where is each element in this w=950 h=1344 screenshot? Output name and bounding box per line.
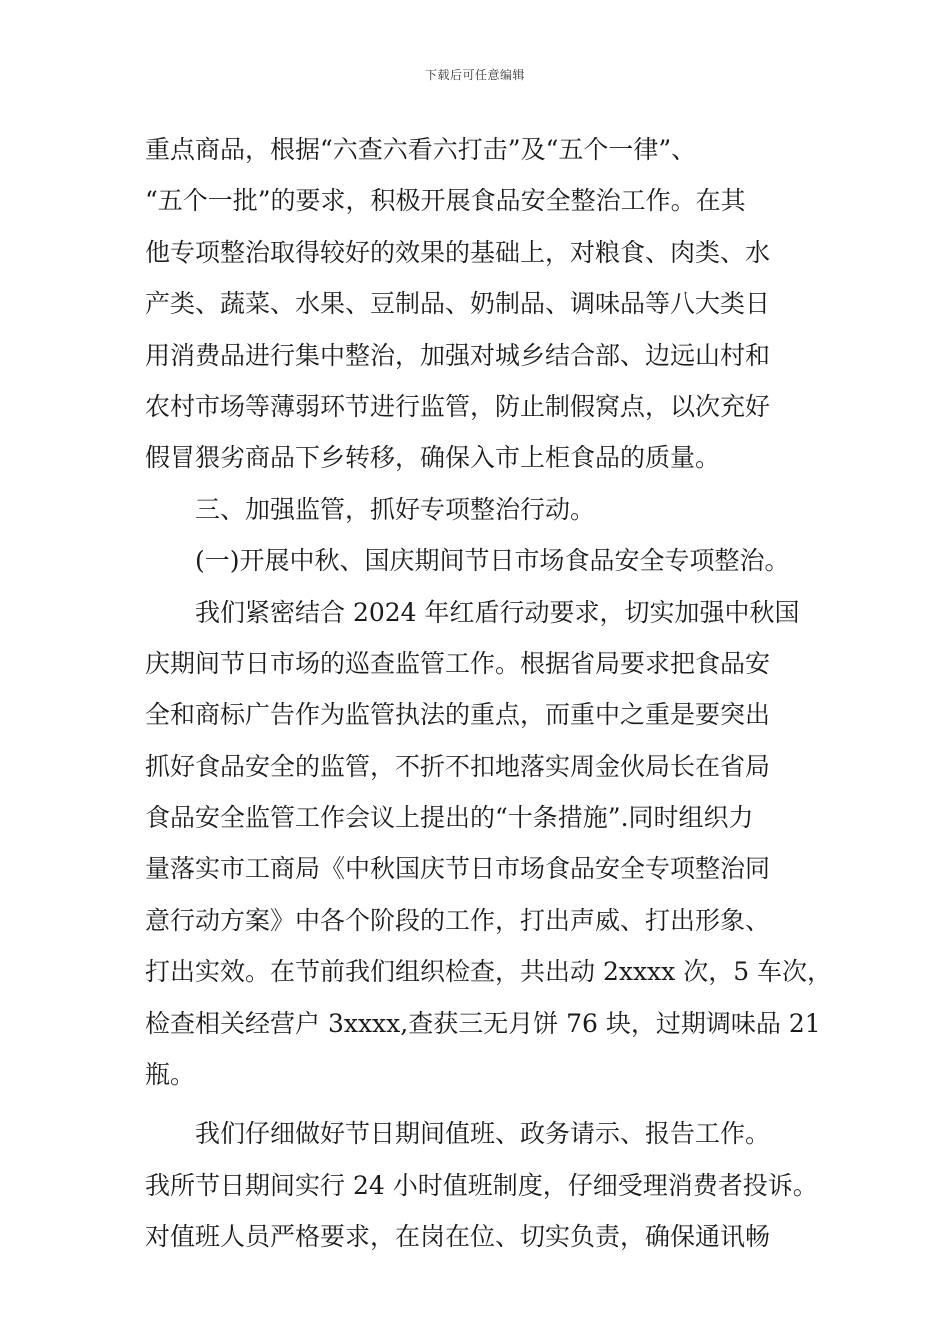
text-line: 庆期间节日市场的巡查监管工作。根据省局要求把食品安: [145, 648, 771, 678]
document-body: [145, 124, 833, 1263]
text-line: 对值班人员严格要求，在岗在位、切实负责，确保通讯畅: [145, 1222, 771, 1252]
text-line: 用消费品进行集中整治，加强对城乡结合部、边远山村和: [145, 340, 771, 370]
page-header: 下载后可任意编辑: [424, 68, 525, 82]
text-line: 重点商品，根据“六查六看六打击”及“五个一律”、: [145, 135, 697, 164]
text-line: 打出实效。在节前我们组织检查，共出动 2xxxx 次，5 车次，: [145, 957, 833, 987]
text-line: 抓好食品安全的监管，不折不扣地落实周金伙局长在省局: [145, 751, 771, 781]
subsection-heading: (一)开展中秋、国庆期间节日市场食品安全专项整治。: [195, 546, 790, 576]
text-line: 我们紧密结合 2024 年红盾行动要求，切实加强中秋国: [195, 597, 800, 627]
text-line: 产类、蔬菜、水果、豆制品、奶制品、调味品等八大类日: [145, 289, 771, 319]
text-line: 他专项整治取得较好的效果的基础上，对粮食、肉类、水: [145, 237, 771, 267]
text-line: 农村市场等薄弱环节进行监管，防止制假窝点，以次充好: [145, 391, 771, 421]
text-line: 我们仔细做好节日期间值班、政务请示、报告工作。: [195, 1119, 771, 1149]
text-line: 瓶。: [145, 1060, 196, 1090]
text-line: 意行动方案》中各个阶段的工作，打出声威、打出形象、: [145, 905, 771, 935]
text-line: 量落实市工商局《中秋国庆节日市场食品安全专项整治同: [145, 854, 771, 884]
text-line: 食品安全监管工作会议上提出的“十条措施”.同时组织力: [145, 803, 754, 833]
text-line: 全和商标广告作为监管执法的重点，而重中之重是要突出: [145, 700, 771, 730]
paragraph-gap: [145, 1100, 825, 1108]
text-line: 假冒猥劣商品下乡转移，确保入市上柜食品的质量。: [145, 443, 721, 473]
text-line: 检查相关经营户 3xxxx,查获三无月饼 76 块，过期调味品 21: [145, 1008, 821, 1038]
section-heading: 三、加强监管，抓好专项整治行动。: [195, 494, 596, 524]
text-line: “五个一批”的要求，积极开展食品安全整治工作。在其: [145, 186, 746, 216]
text-line: 我所节日期间实行 24 小时值班制度，仔细受理消费者投诉。: [145, 1170, 818, 1200]
